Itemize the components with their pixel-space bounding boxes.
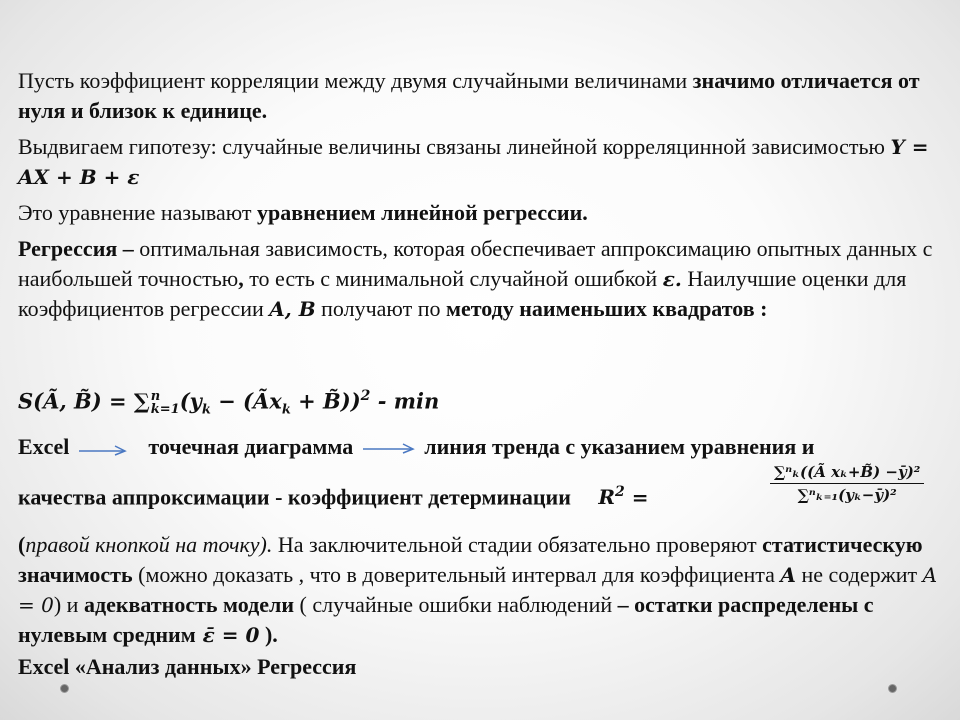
p4-text-2: то есть с минимальной случайной ошибкой xyxy=(243,266,663,291)
p1-text: Пусть коэффициент корреляции между двумя случайными величинами xyxy=(18,68,693,93)
p4-method: методу наименьших квадратов : xyxy=(445,296,768,321)
regression-equation: Y = AX + B + ε xyxy=(18,135,929,189)
slide-text xyxy=(18,66,948,330)
scatter-step: точечная диаграмма xyxy=(148,434,354,459)
p5-residuals: – остатки распределены с нулевым средним xyxy=(18,592,874,647)
p5-italic: правой кнопкой на точку). xyxy=(25,532,273,557)
formula-k: k xyxy=(201,402,211,418)
formula-sub: k=1 xyxy=(150,402,180,418)
excel-steps-row xyxy=(18,434,814,460)
least-squares-formula xyxy=(18,388,439,418)
formula-mid: − (Ãx xyxy=(210,388,282,414)
p4-term: Регрессия – xyxy=(18,236,134,261)
fraction-denominator: ∑ⁿₖ₌₁(yₖ−ȳ)² xyxy=(797,486,897,504)
p5-text-2: (можно доказать , что в доверительный интервал для коэффициента xyxy=(132,562,781,587)
p5-paren: ( xyxy=(18,532,26,557)
p2-text: Выдвигаем гипотезу: случайные величины связаны линейной корреляцинной зависимостью xyxy=(18,134,891,159)
p5-a-zero: A = 0 xyxy=(18,563,938,617)
determination-row xyxy=(18,484,649,510)
formula-rhs: (y xyxy=(179,388,202,414)
paragraph-4 xyxy=(18,234,948,324)
r2-symbol: R xyxy=(598,485,616,510)
arrow-right-icon xyxy=(359,442,419,456)
excel-analysis-line: Excel «Анализ данных» Регрессия xyxy=(18,654,357,679)
epsilon-symbol: ε. xyxy=(662,267,682,291)
p3-text: Это уравнение называют xyxy=(18,200,257,225)
paragraph-1 xyxy=(18,66,948,126)
conclusion-text xyxy=(18,530,948,688)
p5-text-4: ) и xyxy=(53,592,84,617)
p4-comma: , xyxy=(238,266,244,291)
corner-dot-icon xyxy=(60,684,69,693)
paragraph-2 xyxy=(18,132,948,192)
p5-text-3: не содержит xyxy=(795,562,923,587)
coefficients-ab: A, B xyxy=(269,297,316,321)
formula-min: - min xyxy=(370,388,440,414)
determination-text: качества аппроксимации - коэффициент детерминации xyxy=(18,484,571,510)
trendline-step: линия тренда с указанием уравнения и xyxy=(424,434,815,459)
paragraph-6 xyxy=(18,652,948,682)
fraction-numerator: ∑ⁿₖ((Ã xₖ+B̃) −ȳ)² xyxy=(770,463,924,484)
p5-adequacy: адекватность модели xyxy=(83,592,294,617)
p4-text-4: получают по xyxy=(315,296,446,321)
p4-text: оптимальная зависимость, которая обеспечивает аппроксимацию опытных данных с наибольшей точностью xyxy=(18,236,933,291)
r2-fraction xyxy=(770,463,924,504)
r2-pow: 2 xyxy=(615,484,625,500)
p4-text-3: Наилучшие оценки для коэффициентов регрессии xyxy=(18,266,907,321)
p1-bold: значимо отличается от нуля и близок к единице. xyxy=(18,68,920,123)
p5-eps-mean: ε̄ = 0 xyxy=(195,623,260,647)
formula-end: + B̃)) xyxy=(290,388,361,414)
p5-coef-a: A xyxy=(780,563,796,587)
p5-significance: статистическую значимость xyxy=(18,532,923,587)
p3-bold: уравнением линейной регрессии. xyxy=(256,200,588,225)
formula-sup: n xyxy=(150,389,161,405)
formula-lhs: S(Ã, B̃) = ∑ xyxy=(18,388,150,414)
formula-k2: k xyxy=(281,402,291,418)
p5-text-5: ( случайные ошибки наблюдений xyxy=(294,592,618,617)
formula-pow: 2 xyxy=(360,388,371,404)
p5-close: ). xyxy=(259,622,278,647)
paragraph-3 xyxy=(18,198,948,228)
p5-text: На заключительной стадии обязательно проверяют xyxy=(272,532,763,557)
paragraph-5 xyxy=(18,530,948,650)
corner-dot-icon xyxy=(888,684,897,693)
arrow-right-icon xyxy=(75,442,131,456)
r2-eq: = xyxy=(624,485,649,510)
excel-label: Excel xyxy=(18,434,70,459)
